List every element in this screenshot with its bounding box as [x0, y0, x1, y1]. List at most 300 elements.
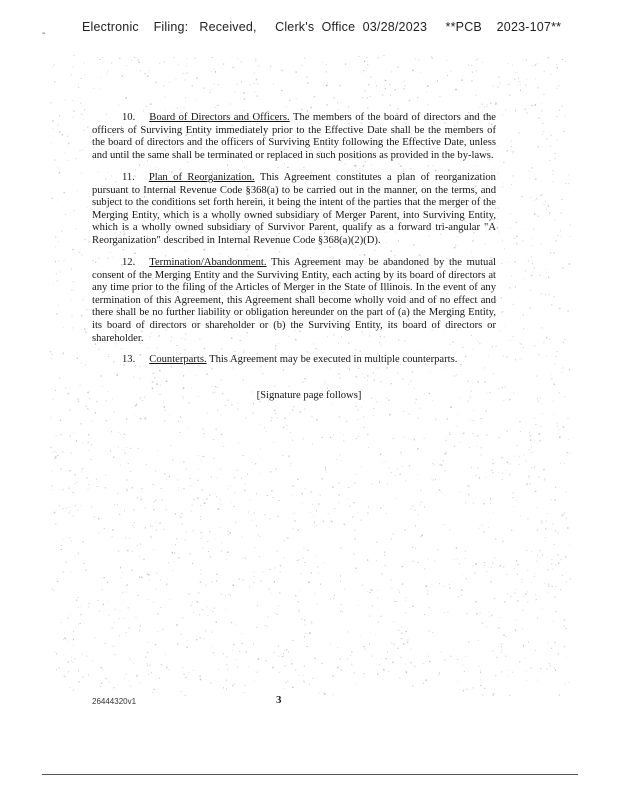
speckle — [495, 538, 496, 540]
speckle — [498, 76, 500, 77]
speckle — [53, 590, 54, 591]
speckle — [324, 693, 326, 695]
speckle — [519, 456, 520, 458]
speckle — [334, 97, 335, 99]
speckle — [302, 503, 303, 504]
speckle — [466, 613, 467, 614]
speckle — [315, 563, 316, 564]
speckle — [353, 502, 355, 503]
speckle — [176, 538, 177, 540]
speckle — [200, 637, 202, 638]
speckle — [557, 554, 558, 556]
speckle — [287, 538, 289, 539]
speckle — [77, 358, 79, 360]
speckle — [212, 57, 213, 58]
paragraph-12 — [92, 257, 496, 345]
speckle — [557, 140, 558, 141]
speckle — [510, 596, 512, 597]
speckle — [543, 469, 545, 470]
speckle — [478, 107, 479, 108]
speckle — [237, 84, 238, 86]
speckle — [141, 577, 143, 578]
speckle — [60, 434, 62, 435]
speckle — [185, 349, 186, 351]
speckle — [80, 97, 81, 98]
speckle — [84, 74, 85, 75]
speckle — [467, 689, 468, 690]
speckle — [143, 559, 144, 561]
speckle — [161, 488, 162, 489]
speckle — [513, 492, 514, 494]
speckle — [150, 525, 151, 527]
speckle — [59, 115, 60, 117]
speckle — [81, 114, 83, 115]
speckle — [348, 487, 349, 488]
speckle — [230, 104, 231, 105]
speckle — [220, 504, 221, 505]
speckle — [534, 345, 535, 346]
speckle — [123, 618, 124, 619]
speckle — [69, 538, 70, 539]
speckle — [541, 194, 542, 195]
speckle — [549, 212, 551, 213]
speckle — [170, 108, 171, 109]
speckle — [454, 446, 455, 447]
speckle — [537, 529, 538, 531]
speckle — [411, 648, 412, 650]
speckle — [198, 455, 200, 456]
speckle — [551, 563, 552, 564]
speckle — [80, 623, 82, 624]
speckle — [545, 537, 546, 538]
speckle — [332, 486, 334, 487]
speckle — [57, 581, 59, 582]
speckle — [158, 367, 159, 368]
speckle — [221, 434, 223, 435]
speckle — [535, 424, 536, 425]
speckle — [83, 563, 85, 564]
speckle — [155, 82, 156, 83]
speckle — [204, 433, 206, 434]
speckle — [516, 620, 517, 621]
speckle — [538, 87, 539, 89]
speckle — [66, 562, 67, 564]
speckle — [486, 410, 487, 411]
speckle — [255, 58, 256, 59]
speckle — [340, 85, 341, 87]
speckle — [460, 689, 461, 690]
speckle — [516, 589, 517, 590]
speckle — [222, 653, 224, 654]
speckle — [552, 304, 553, 306]
speckle — [449, 588, 450, 589]
speckle — [472, 433, 473, 434]
speckle — [186, 73, 187, 74]
speckle — [52, 354, 53, 355]
speckle — [120, 567, 121, 569]
speckle — [417, 448, 419, 450]
speckle — [428, 558, 429, 560]
speckle — [420, 407, 421, 408]
speckle — [311, 623, 312, 624]
speckle — [292, 409, 294, 411]
speckle — [205, 630, 206, 632]
speckle — [383, 669, 385, 671]
speckle — [424, 614, 425, 615]
speckle — [325, 469, 326, 470]
speckle — [113, 622, 114, 623]
speckle — [199, 614, 200, 615]
speckle — [119, 635, 120, 637]
speckle — [228, 669, 229, 670]
speckle — [213, 458, 215, 459]
speckle — [493, 693, 494, 694]
speckle — [557, 67, 558, 69]
speckle — [237, 470, 238, 471]
speckle — [464, 671, 465, 672]
speckle — [406, 631, 407, 632]
speckle — [273, 83, 274, 85]
speckle — [334, 508, 335, 509]
speckle — [244, 92, 245, 94]
speckle — [132, 570, 134, 571]
speckle — [306, 76, 307, 77]
speckle — [455, 89, 457, 91]
speckle — [552, 170, 554, 171]
speckle — [502, 541, 503, 542]
speckle — [523, 314, 525, 315]
speckle — [175, 544, 176, 545]
speckle — [131, 685, 132, 687]
speckle — [539, 354, 540, 355]
speckle — [58, 668, 60, 669]
speckle — [180, 432, 181, 433]
speckle — [74, 474, 76, 475]
speckle — [126, 632, 128, 633]
speckle — [134, 253, 135, 254]
speckle — [83, 130, 84, 131]
speckle — [394, 601, 395, 602]
speckle — [126, 489, 128, 491]
speckle — [174, 561, 175, 562]
speckle — [58, 633, 59, 634]
speckle — [480, 447, 481, 448]
speckle — [359, 168, 360, 169]
speckle — [510, 463, 511, 464]
speckle — [472, 71, 473, 73]
speckle — [167, 579, 168, 580]
speckle — [188, 427, 189, 428]
speckle — [501, 457, 502, 458]
speckle — [351, 664, 352, 666]
speckle — [385, 88, 387, 89]
speckle — [145, 73, 146, 74]
speckle — [402, 633, 403, 635]
speckle — [182, 667, 183, 668]
speckle — [60, 622, 61, 623]
speckle — [433, 165, 434, 166]
speckle — [320, 495, 321, 496]
speckle — [201, 532, 202, 533]
paragraph-13 — [92, 354, 496, 367]
speckle — [258, 658, 259, 660]
speckle — [154, 377, 155, 378]
speckle — [235, 624, 236, 625]
speckle — [79, 150, 80, 151]
speckle — [230, 595, 231, 596]
speckle — [471, 467, 472, 469]
speckle — [435, 419, 436, 421]
speckle — [564, 646, 566, 648]
speckle — [361, 467, 362, 468]
speckle — [482, 622, 483, 623]
speckle — [185, 695, 187, 697]
speckle — [450, 71, 451, 73]
speckle — [136, 616, 137, 617]
speckle — [364, 61, 365, 63]
speckle — [484, 562, 486, 563]
speckle — [215, 107, 217, 108]
speckle — [514, 456, 515, 457]
speckle — [553, 181, 554, 182]
speckle — [532, 452, 533, 453]
speckle — [192, 85, 193, 86]
speckle — [527, 592, 528, 593]
speckle — [541, 293, 543, 294]
speckle — [322, 663, 323, 664]
speckle — [243, 379, 244, 381]
speckle — [444, 453, 446, 454]
speckle — [368, 447, 369, 448]
speckle — [490, 503, 491, 504]
speckle — [310, 512, 311, 513]
speckle — [466, 656, 467, 657]
speckle — [393, 438, 395, 439]
speckle — [391, 472, 392, 473]
speckle — [403, 411, 404, 412]
speckle — [231, 622, 232, 623]
speckle — [216, 621, 217, 623]
speckle — [520, 90, 521, 92]
speckle — [256, 627, 257, 628]
speckle — [364, 90, 365, 91]
speckle — [469, 447, 470, 448]
speckle — [74, 555, 75, 556]
speckle — [217, 478, 218, 479]
speckle — [398, 630, 399, 631]
speckle — [115, 609, 116, 610]
speckle — [516, 236, 518, 237]
speckle — [177, 479, 178, 480]
paragraph-heading: Counterparts. — [149, 354, 207, 365]
speckle — [117, 374, 119, 376]
speckle — [109, 615, 110, 616]
speckle — [274, 442, 275, 443]
speckle — [241, 633, 242, 634]
speckle — [414, 388, 415, 389]
speckle — [363, 673, 365, 674]
speckle — [260, 581, 262, 582]
speckle — [284, 418, 285, 419]
speckle — [501, 646, 502, 648]
speckle — [315, 658, 317, 660]
speckle — [147, 75, 149, 77]
speckle — [103, 604, 105, 606]
speckle — [284, 688, 285, 689]
speckle — [61, 230, 62, 232]
speckle — [462, 75, 463, 76]
speckle — [565, 61, 566, 62]
speckle — [294, 520, 296, 522]
speckle — [475, 563, 477, 565]
speckle — [72, 315, 73, 317]
speckle — [68, 661, 70, 662]
speckle — [89, 484, 90, 485]
speckle — [193, 530, 194, 531]
speckle — [542, 327, 543, 328]
speckle — [185, 97, 186, 98]
speckle — [186, 677, 187, 678]
speckle — [427, 92, 428, 94]
speckle — [266, 431, 267, 432]
speckle — [254, 73, 255, 74]
speckle — [215, 429, 217, 430]
speckle — [545, 201, 546, 202]
speckle — [507, 593, 508, 594]
speckle — [166, 381, 168, 382]
speckle — [423, 683, 424, 685]
speckle — [308, 582, 310, 584]
speckle — [297, 479, 298, 481]
speckle — [465, 558, 466, 559]
speckle — [77, 607, 79, 608]
speckle — [522, 582, 523, 583]
speckle — [443, 368, 444, 369]
speckle — [307, 82, 308, 84]
speckle — [505, 656, 506, 657]
speckle — [522, 196, 523, 197]
speckle — [426, 621, 427, 622]
speckle — [355, 538, 356, 540]
speckle — [553, 621, 554, 622]
speckle — [375, 82, 376, 83]
speckle — [135, 169, 137, 170]
speckle — [51, 359, 52, 360]
speckle — [523, 645, 524, 647]
speckle — [551, 74, 552, 76]
speckle — [531, 551, 532, 552]
speckle — [149, 70, 150, 71]
speckle — [110, 450, 111, 452]
speckle — [133, 527, 134, 528]
speckle — [563, 131, 565, 132]
speckle — [312, 678, 313, 679]
speckle — [509, 474, 510, 475]
speckle — [92, 661, 93, 662]
speckle — [557, 423, 558, 424]
speckle — [521, 358, 522, 360]
speckle — [304, 548, 305, 549]
speckle — [491, 581, 492, 583]
speckle — [479, 477, 480, 479]
speckle — [210, 71, 211, 72]
speckle — [175, 513, 176, 514]
speckle — [192, 602, 193, 603]
speckle — [195, 58, 196, 59]
speckle — [496, 657, 497, 658]
speckle — [232, 368, 234, 369]
speckle — [140, 682, 141, 683]
speckle — [63, 639, 64, 641]
speckle — [402, 566, 404, 567]
speckle — [508, 84, 510, 85]
speckle — [515, 360, 516, 361]
speckle — [304, 619, 306, 620]
speckle — [377, 674, 378, 675]
speckle — [484, 565, 485, 566]
speckle — [85, 406, 86, 407]
speckle — [299, 609, 300, 610]
speckle — [72, 328, 73, 329]
speckle — [482, 694, 484, 696]
speckle — [502, 187, 504, 188]
speckle — [429, 607, 431, 608]
speckle — [537, 618, 538, 619]
speckle — [83, 442, 84, 444]
speckle — [378, 57, 379, 58]
speckle — [405, 597, 406, 598]
speckle — [456, 426, 457, 427]
speckle — [525, 279, 526, 280]
speckle — [415, 59, 416, 60]
speckle — [363, 165, 364, 166]
signature-note: [Signature page follows] — [256, 390, 362, 401]
speckle — [528, 519, 529, 520]
speckle — [521, 344, 522, 345]
speckle — [526, 670, 527, 671]
speckle — [204, 348, 205, 349]
speckle — [71, 300, 72, 301]
speckle — [244, 692, 245, 693]
speckle — [274, 581, 275, 583]
speckle — [52, 588, 53, 590]
speckle — [515, 359, 516, 360]
speckle — [177, 108, 178, 109]
speckle — [403, 643, 404, 645]
speckle — [462, 347, 463, 348]
speckle — [478, 640, 479, 641]
speckle — [489, 616, 490, 617]
speckle — [437, 80, 438, 82]
speckle — [562, 59, 563, 60]
paragraph-number: 13. — [122, 354, 136, 365]
speckle — [376, 85, 377, 86]
speckle — [535, 491, 537, 492]
speckle — [480, 612, 481, 613]
speckle — [221, 550, 222, 552]
speckle — [454, 375, 455, 377]
speckle — [233, 644, 234, 646]
speckle — [419, 505, 420, 506]
speckle — [349, 369, 350, 371]
speckle — [55, 247, 56, 248]
speckle — [211, 386, 212, 387]
speckle — [486, 106, 487, 107]
speckle — [197, 601, 198, 602]
speckle — [271, 417, 272, 418]
speckle — [242, 557, 244, 558]
speckle — [312, 444, 313, 445]
